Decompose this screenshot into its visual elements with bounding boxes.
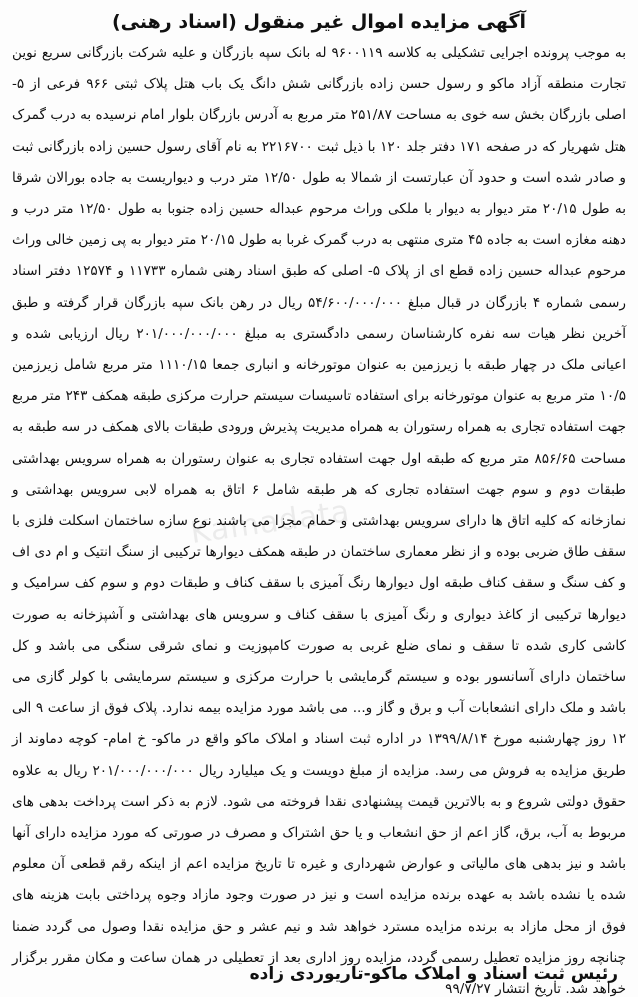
- notice-signature: رئیس ثبت اسناد و املاک ماکو-تاریوردی زاده: [249, 964, 618, 984]
- watermark-text: Kamadata: [188, 493, 353, 552]
- notice-title: آگهی مزایده اموال غیر منقول (اسناد رهنی): [111, 11, 527, 33]
- notice-body: به موجب پرونده اجرایی تشکیلی به کلاسه ۹۶۰۰۱۱۹ له بانک سپه بازرگان و علیه شرکت بازرگانی سریع نوین تجارت منطقه آزاد ماکو و رسول حسن زاده بازرگانی شش دانگ یک باب هتل پلاک ثبتی ۹۶۶ فرعی از ۵- اصلی بازرگان بخش سه خوی به مساحت ۲۵۱/۸۷ متر مربع به آدرس بازرگان بلوار امام نرسیده به درب گمرک هتل شهریار که در صفحه ۱۷۱ دفتر جلد ۱۲۰ با ذیل ثبت ۲۲۱۶۷۰۰ به نام آقای رسول حسین زاده بازرگانی ثبت و صادر شده است و حدود آن عبارتست از شمالا به طول ۱۲/۵۰ متر درب و دیواریست به جاده بورالان شرقا به طول ۲۰/۱۵ متر دیوار به دیوار با ملکی وراث مرحوم عبداله حسین زاده جنوبا به طول ۱۲/۵۰ متر درب و دهنه مغازه است به جاده ۴۵ متری منتهی به درب گمرک غربا به طول ۲۰/۱۵ متر دیوار به پی زمین خالی وراث مرحوم عبداله حسین زاده قطع ای از پلاک ۵- اصلی که طبق اسناد رهنی شماره ۱۱۷۳۳ و ۱۲۵۷۴ دفتر اسناد رسمی شماره ۴ بازرگان در قبال مبلغ ۵۴/۶۰۰/۰۰۰/۰۰۰ ریال در رهن بانک سپه بازرگان قرار گرفته و طبق آخرین نظر هیات سه نفره کارشناسان رسمی دادگستری به مبلغ ۲۰۱/۰۰۰/۰۰۰/۰۰۰ ریال ارزیابی شده و اعیانی ملک در چهار طبقه با زیرزمین به عنوان موتورخانه و انباری جمعا ۱۱۱۰/۱۵ متر مربع شامل زیرزمین ۱۰/۵ متر مربع به عنوان موتورخانه برای استفاده تاسیسات سیستم حرارت مرکزی طبقه همکف ۲۴۳ متر مربع جهت استفاده تجاری به همراه رستوران به همراه مدیریت پذیرش ورودی طبقات بالای همکف در سه طبقه به مساحت ۸۵۶/۶۵ متر مربع که طبقه اول جهت استفاده تجاری به عنوان رستوران به همراه سرویس بهداشتی طبقات دوم و سوم جهت استفاده تجاری که هر طبقه شامل ۶ اتاق به همراه لابی سرویس بهداشتی و نمازخانه که کلیه اتاق ها دارای سرویس بهداشتی و حمام مجزا می باشند نوع سازه ساختمان اسکلت فلزی با سقف طاق ضربی بوده و از نظر معماری ساختمان در طبقه همکف دیوارها ترکیبی از سنگ انتیک و ام دی اف و کف سنگ و سقف کناف طبقه اول دیوارها رنگ آمیزی با سقف کناف و طبقات دوم و سوم کف سرامیک و دیوارها ترکیبی از کاغذ دیواری و رنگ آمیزی با سقف کناف و سرویس های بهداشتی و آشپزخانه به صورت کاشی کاری شده تا سقف و نمای ضلع غربی به صورت کامپوزیت و نمای شرقی سنگی می باشد و کل ساختمان دارای آسانسور بوده و سیستم گرمایشی با حرارت مرکزی و سیستم سرمایشی با کولر گازی می باشد و ملک دارای انشعابات آب و برق و گاز و... می باشد مورد مزایده بیمه ندارد. پلاک فوق از ساعت ۹ الی ۱۲ روز چهارشنبه مورخ ۱۳۹۹/۸/۱۴ در اداره ثبت اسناد و املاک ماکو واقع در ماکو- خ امام- کوچه دماوند از طریق مزایده به فروش می رسد. مزایده از مبلغ دویست و یک میلیارد ریال ۲۰۱/۰۰۰/۰۰۰/۰۰۰ ریال به علاوه حقوق دولتی شروع و به بالاترین قیمت پیشنهادی نقدا فروخته می شود. لازم به ذکر است پرداخت بدهی های مربوط به آب، برق، گاز اعم از حق انشعاب و یا حق اشتراک و مصرف در صورتی که مورد مزایده دارای آنها باشد و نیز بدهی های مالیاتی و عوارض شهرداری و غیره تا تاریخ مزایده اعم از اینکه رقم قطعی آن معلوم شده یا نشده باشد به عهده برنده مزایده است و نیز در صورت وجود مازاد وجوه پرداختی بابت هزینه های فوق از محل مازاد به برنده مزایده مسترد خواهد شد و نیم عشر و حق مزایده نقدا وصول می گردد ضمنا چنانچه روز مزایده تعطیل رسمی گردد، مزایده روز اداری بعد از تعطیلی در همان ساعت و مکان مقرر برگزار خواهد شد. تاریخ انتشار ۹۹/۷/۲۷: [12, 45, 627, 998]
